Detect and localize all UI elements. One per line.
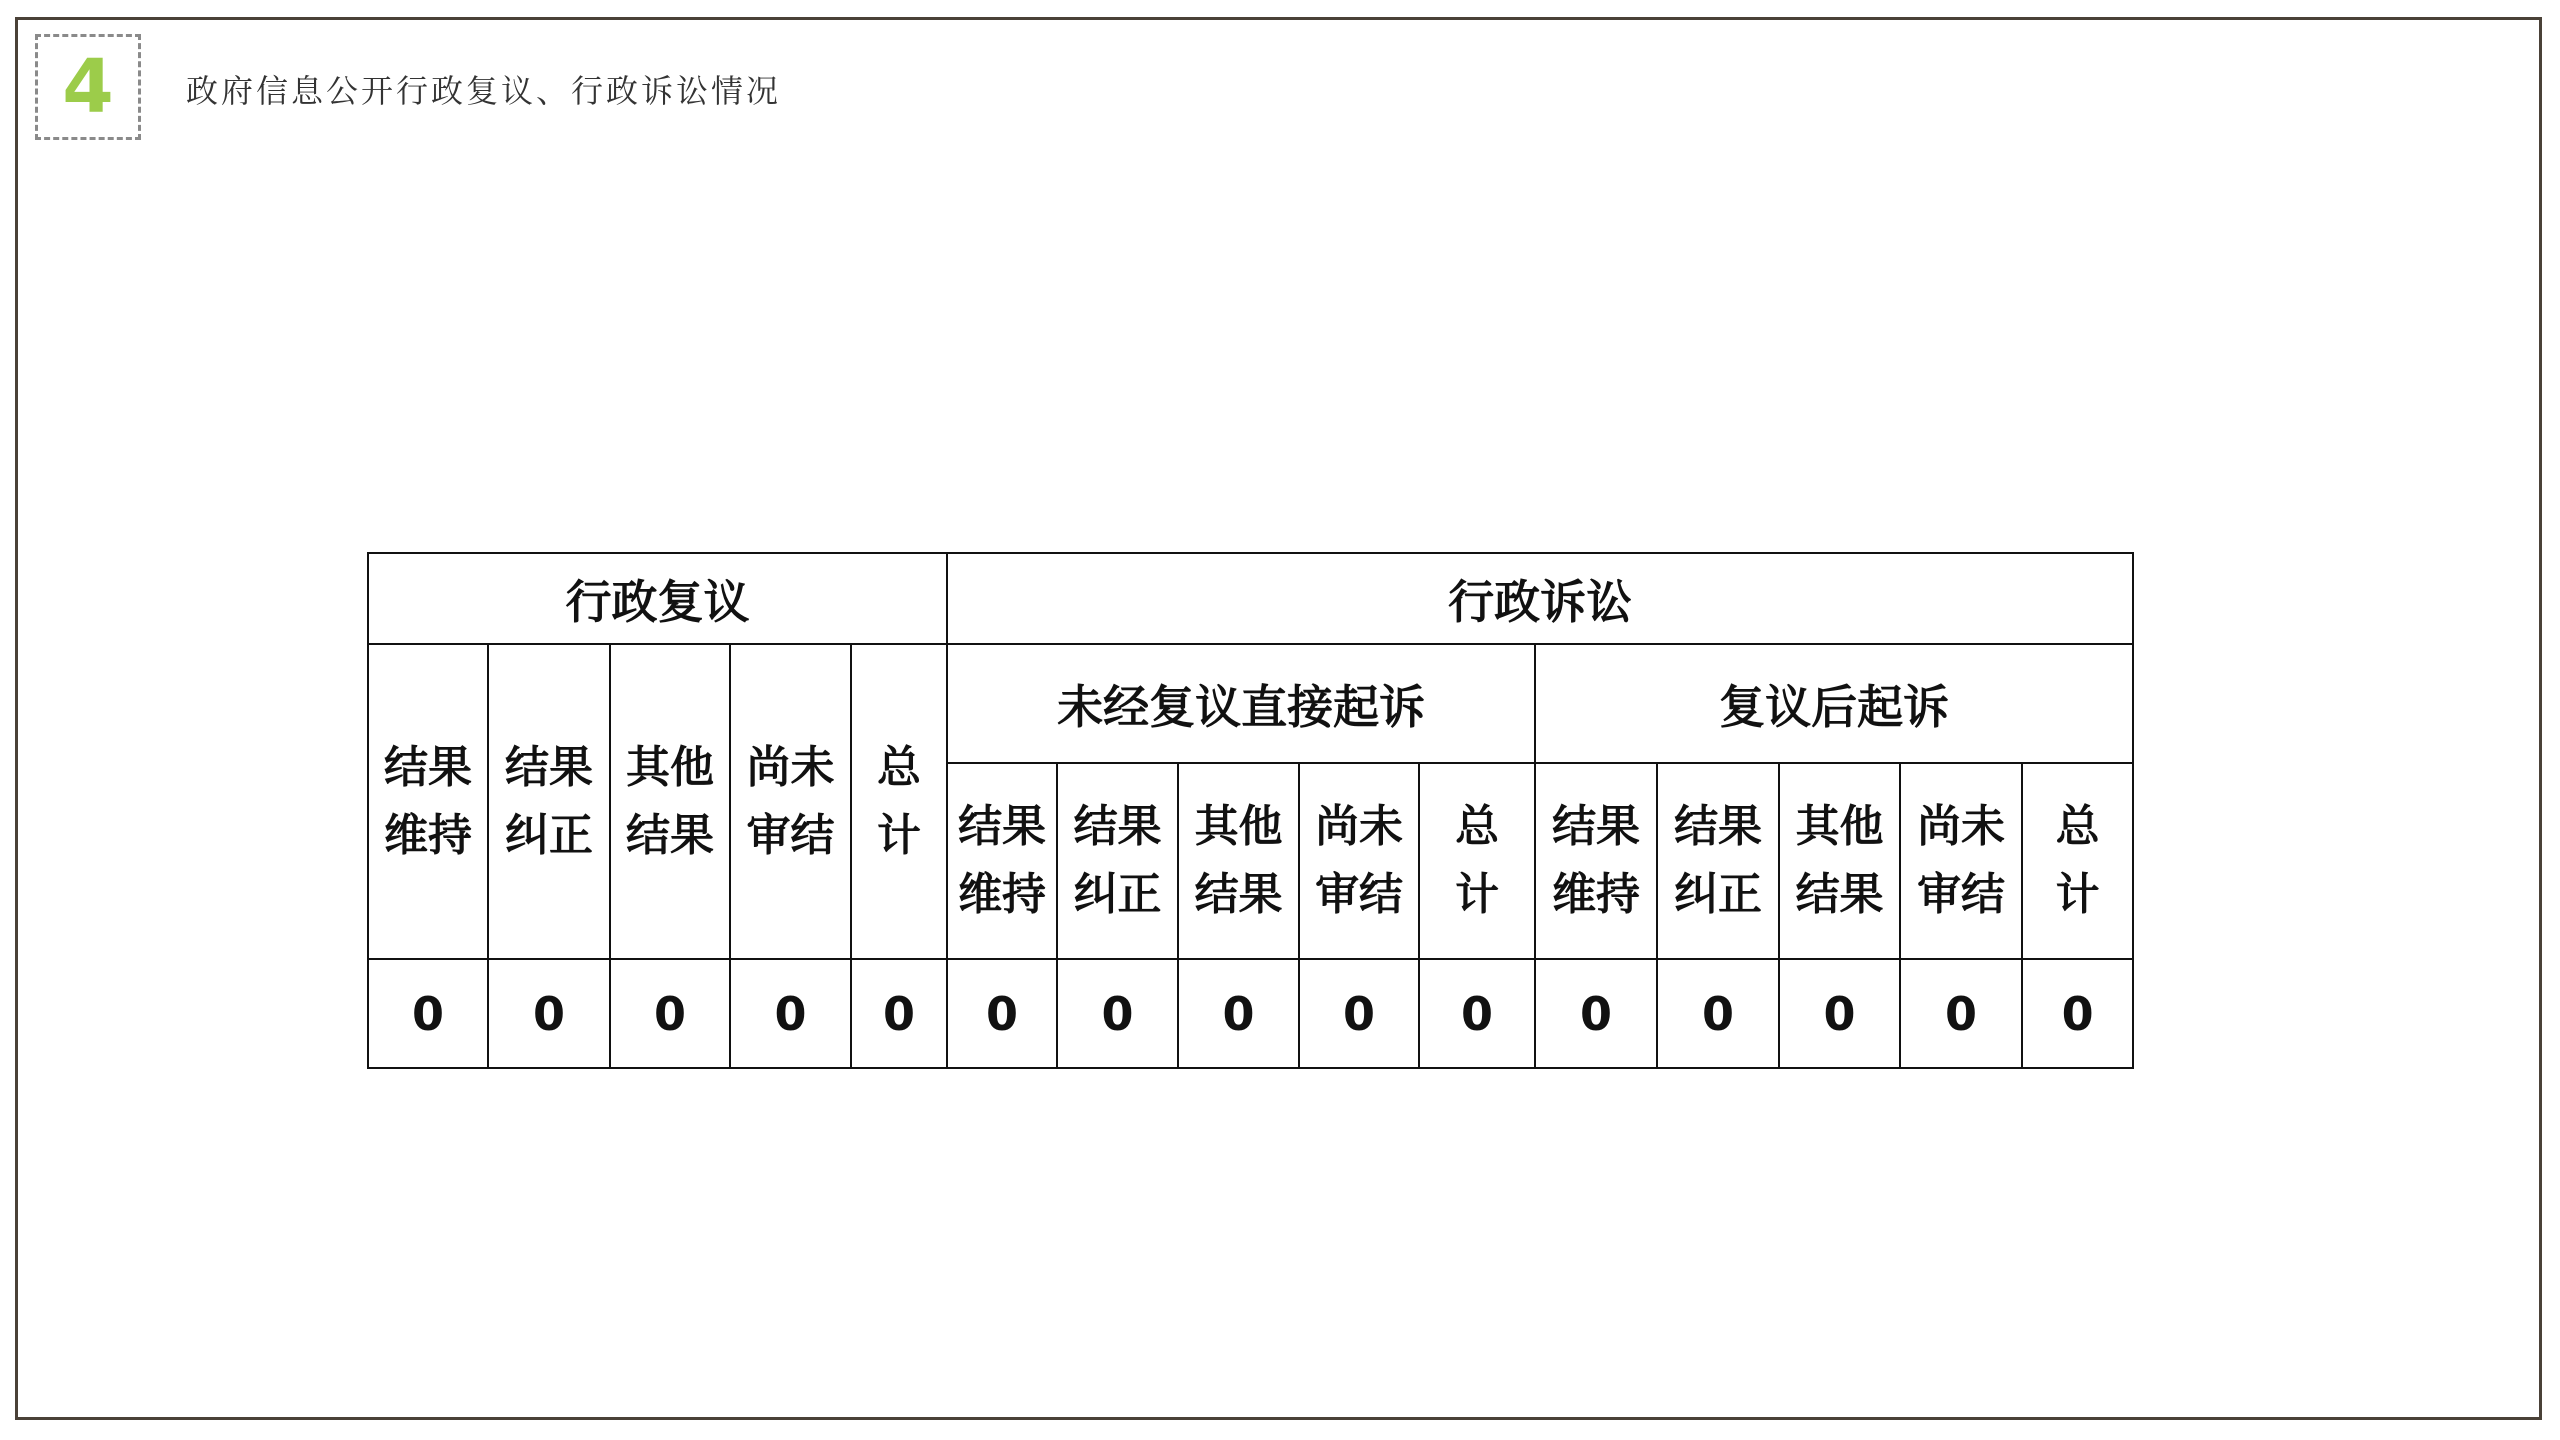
review-header: 行政复议 (368, 553, 947, 644)
section-number-badge (35, 34, 141, 140)
table-subheader-row (368, 644, 2133, 763)
value-cell: 0 (610, 959, 730, 1068)
value-cell: 0 (1900, 959, 2022, 1068)
value-cell: 0 (1779, 959, 1900, 1068)
review-total-header: 总 计 (851, 644, 947, 959)
direct-pending-header: 尚未 审结 (1299, 763, 1419, 959)
direct-suit-header: 未经复议直接起诉 (947, 644, 1535, 763)
review-other-header: 其他 结果 (610, 644, 730, 959)
review-corrected-header: 结果 纠正 (488, 644, 610, 959)
review-maintained-header: 结果 维持 (368, 644, 488, 959)
value-cell: 0 (488, 959, 610, 1068)
section-title: 政府信息公开行政复议、行政诉讼情况 (186, 72, 782, 110)
value-cell: 0 (1178, 959, 1299, 1068)
table-header-row (368, 553, 2133, 644)
direct-corrected-header: 结果 纠正 (1057, 763, 1178, 959)
section-number: 4 (62, 44, 114, 130)
value-cell: 0 (1057, 959, 1178, 1068)
after-total-header: 总 计 (2022, 763, 2133, 959)
after-review-suit-header: 复议后起诉 (1535, 644, 2133, 763)
value-cell: 0 (730, 959, 851, 1068)
value-cell: 0 (1535, 959, 1657, 1068)
direct-total-header: 总 计 (1419, 763, 1535, 959)
direct-other-header: 其他 结果 (1178, 763, 1299, 959)
litigation-header: 行政诉讼 (947, 553, 2133, 644)
after-corrected-header: 结果 纠正 (1657, 763, 1779, 959)
review-litigation-table (367, 552, 2134, 1069)
value-cell: 0 (1299, 959, 1419, 1068)
table-row (368, 959, 2133, 1068)
value-cell: 0 (947, 959, 1057, 1068)
after-other-header: 其他 结果 (1779, 763, 1900, 959)
after-maintained-header: 结果 维持 (1535, 763, 1657, 959)
direct-maintained-header: 结果 维持 (947, 763, 1057, 959)
value-cell: 0 (1419, 959, 1535, 1068)
after-pending-header: 尚未 审结 (1900, 763, 2022, 959)
value-cell: 0 (2022, 959, 2133, 1068)
value-cell: 0 (851, 959, 947, 1068)
review-pending-header: 尚未 审结 (730, 644, 851, 959)
value-cell: 0 (1657, 959, 1779, 1068)
value-cell: 0 (368, 959, 488, 1068)
